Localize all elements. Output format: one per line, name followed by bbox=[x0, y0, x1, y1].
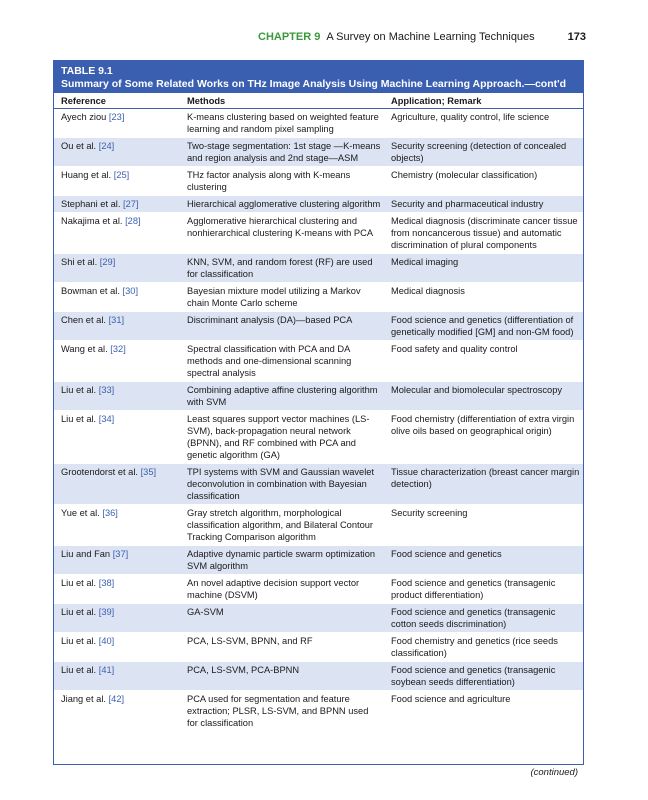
reference-cell bbox=[54, 691, 180, 732]
table-label: TABLE 9.1 bbox=[61, 65, 113, 77]
citation-link[interactable]: [30] bbox=[122, 286, 139, 296]
reference-author: Liu et al. bbox=[61, 607, 97, 617]
reference-author: Yue et al. bbox=[61, 508, 100, 518]
reference-author: Ou et al. bbox=[61, 141, 97, 151]
reference-cell bbox=[54, 138, 180, 167]
methods-cell: Bayesian mixture model utilizing a Markov chain Monte Carlo scheme bbox=[180, 283, 384, 312]
methods-cell: Agglomerative hierarchical clustering and nonhierarchical clustering K-means with PCA bbox=[180, 213, 384, 254]
table-row bbox=[54, 382, 583, 411]
citation-link[interactable]: [28] bbox=[125, 216, 141, 226]
reference-author: Jiang et al. bbox=[61, 694, 106, 704]
application-cell: Security screening (detection of concealed objects) bbox=[384, 138, 583, 167]
application-cell: Food science and genetics (transagenic product differentiation) bbox=[384, 575, 583, 604]
citation-link[interactable]: [36] bbox=[102, 508, 118, 518]
application-cell: Food science and genetics (differentiation of genetically modified [GM] and non-GM food) bbox=[384, 312, 583, 341]
reference-cell bbox=[54, 505, 180, 546]
methods-cell: Least squares support vector machines (LS-SVM), back-propagation neural network (BPNN), and RF combined with PCA and genetic algorithm (GA) bbox=[180, 411, 384, 464]
application-cell: Molecular and biomolecular spectroscopy bbox=[384, 382, 583, 411]
reference-author: Wang et al. bbox=[61, 344, 108, 354]
reference-cell bbox=[54, 662, 180, 691]
citation-link[interactable]: [37] bbox=[112, 549, 129, 559]
methods-cell: Discriminant analysis (DA)—based PCA bbox=[180, 312, 384, 341]
reference-cell bbox=[54, 283, 180, 312]
reference-cell bbox=[54, 196, 180, 213]
application-cell: Medical diagnosis (discriminate cancer tissue from noncancerous tissue) and automatic discrimination of plural components bbox=[384, 213, 583, 254]
reference-author: Liu et al. bbox=[61, 665, 97, 675]
table-row bbox=[54, 283, 583, 312]
application-cell: Agriculture, quality control, life science bbox=[384, 109, 583, 138]
citation-link[interactable]: [29] bbox=[99, 257, 116, 267]
table-row bbox=[54, 662, 583, 691]
methods-cell: Two-stage segmentation: 1st stage —K-means and region analysis and 2nd stage—ASM bbox=[180, 138, 384, 167]
methods-cell: PCA used for segmentation and feature extraction; PLSR, LS-SVM, and BPNN used for classification bbox=[180, 691, 384, 732]
citation-link[interactable]: [32] bbox=[110, 344, 126, 354]
table-caption bbox=[54, 61, 583, 93]
reference-author: Liu et al. bbox=[61, 385, 97, 395]
application-cell: Food science and agriculture bbox=[384, 691, 583, 732]
reference-author: Bowman et al. bbox=[61, 286, 120, 296]
reference-author: Grootendorst et al. bbox=[61, 467, 138, 477]
citation-link[interactable]: [38] bbox=[98, 578, 115, 588]
reference-cell bbox=[54, 167, 180, 196]
methods-cell: Gray stretch algorithm, morphological classification algorithm, and Bilateral Contour Tracking Comparison algorithm bbox=[180, 505, 384, 546]
table-row bbox=[54, 138, 583, 167]
application-cell: Medical imaging bbox=[384, 254, 583, 283]
reference-cell bbox=[54, 464, 180, 505]
reference-cell bbox=[54, 633, 180, 662]
chapter-label: CHAPTER 9 bbox=[258, 31, 321, 43]
citation-link[interactable]: [23] bbox=[108, 112, 125, 122]
table-row bbox=[54, 196, 583, 213]
citation-link[interactable]: [41] bbox=[98, 665, 115, 675]
citation-link[interactable]: [31] bbox=[108, 315, 125, 325]
table-body bbox=[54, 109, 583, 732]
table-row bbox=[54, 575, 583, 604]
table-row bbox=[54, 213, 583, 254]
methods-cell: K-means clustering based on weighted feature learning and random pixel sampling bbox=[180, 109, 384, 138]
table-row bbox=[54, 546, 583, 575]
citation-link[interactable]: [35] bbox=[140, 467, 157, 477]
summary-table bbox=[53, 60, 584, 765]
methods-cell: PCA, LS-SVM, BPNN, and RF bbox=[180, 633, 384, 662]
application-cell: Food safety and quality control bbox=[384, 341, 583, 382]
application-cell: Tissue characterization (breast cancer margin detection) bbox=[384, 464, 583, 505]
reference-author: Liu et al. bbox=[61, 578, 97, 588]
application-cell: Chemistry (molecular classification) bbox=[384, 167, 583, 196]
reference-cell bbox=[54, 312, 180, 341]
application-cell: Medical diagnosis bbox=[384, 283, 583, 312]
methods-cell: Combining adaptive affine clustering algorithm with SVM bbox=[180, 382, 384, 411]
reference-author: Chen et al. bbox=[61, 315, 106, 325]
application-cell: Food science and genetics (transagenic cotton seeds discrimination) bbox=[384, 604, 583, 633]
reference-author: Stephani et al. bbox=[61, 199, 121, 209]
application-cell: Food chemistry (differentiation of extra virgin olive oils based on geographical origin) bbox=[384, 411, 583, 464]
citation-link[interactable]: [39] bbox=[98, 607, 115, 617]
chapter-title: A Survey on Machine Learning Techniques bbox=[326, 31, 535, 43]
reference-cell bbox=[54, 341, 180, 382]
reference-author: Liu and Fan bbox=[61, 549, 111, 559]
citation-link[interactable]: [33] bbox=[98, 385, 115, 395]
table-row bbox=[54, 312, 583, 341]
methods-cell: Adaptive dynamic particle swarm optimization SVM algorithm bbox=[180, 546, 384, 575]
methods-cell: TPI systems with SVM and Gaussian wavelet deconvolution in combination with Bayesian classification bbox=[180, 464, 384, 505]
reference-cell bbox=[54, 604, 180, 633]
table-row bbox=[54, 109, 583, 138]
table-row bbox=[54, 411, 583, 464]
column-header-methods: Methods bbox=[180, 93, 384, 109]
citation-link[interactable]: [27] bbox=[123, 199, 139, 209]
methods-cell: PCA, LS-SVM, PCA-BPNN bbox=[180, 662, 384, 691]
reference-cell bbox=[54, 254, 180, 283]
reference-cell bbox=[54, 546, 180, 575]
continued-note: (continued) bbox=[530, 767, 578, 778]
reference-cell bbox=[54, 411, 180, 464]
reference-cell bbox=[54, 382, 180, 411]
reference-author: Ayech ziou bbox=[61, 112, 107, 122]
methods-cell: Spectral classification with PCA and DA methods and one-dimensional scanning spectral analysis bbox=[180, 341, 384, 382]
table-row bbox=[54, 604, 583, 633]
running-header bbox=[258, 31, 588, 43]
citation-link[interactable]: [25] bbox=[113, 170, 130, 180]
page-number: 173 bbox=[567, 31, 586, 43]
application-cell: Food chemistry and genetics (rice seeds classification) bbox=[384, 633, 583, 662]
application-cell: Security screening bbox=[384, 505, 583, 546]
table-row bbox=[54, 505, 583, 546]
reference-author: Liu et al. bbox=[61, 414, 97, 424]
application-cell: Food science and genetics bbox=[384, 546, 583, 575]
methods-cell: Hierarchical agglomerative clustering algorithm bbox=[180, 196, 384, 213]
reference-cell bbox=[54, 213, 180, 254]
table-row bbox=[54, 464, 583, 505]
reference-cell bbox=[54, 109, 180, 138]
table-row bbox=[54, 254, 583, 283]
citation-link[interactable]: [24] bbox=[98, 141, 115, 151]
reference-author: Shi et al. bbox=[61, 257, 98, 267]
reference-author: Huang et al. bbox=[61, 170, 112, 180]
table-row bbox=[54, 341, 583, 382]
header-row bbox=[54, 93, 583, 109]
table-row bbox=[54, 167, 583, 196]
methods-cell: KNN, SVM, and random forest (RF) are used for classification bbox=[180, 254, 384, 283]
methods-cell: An novel adaptive decision support vector machine (DSVM) bbox=[180, 575, 384, 604]
data-table bbox=[54, 93, 583, 731]
citation-link[interactable]: [34] bbox=[98, 414, 115, 424]
table-row bbox=[54, 691, 583, 732]
reference-author: Nakajima et al. bbox=[61, 216, 123, 226]
application-cell: Security and pharmaceutical industry bbox=[384, 196, 583, 213]
methods-cell: THz factor analysis along with K-means clustering bbox=[180, 167, 384, 196]
methods-cell: GA-SVM bbox=[180, 604, 384, 633]
table-row bbox=[54, 633, 583, 662]
column-header-reference: Reference bbox=[54, 93, 180, 109]
application-cell: Food science and genetics (transagenic soybean seeds differentiation) bbox=[384, 662, 583, 691]
citation-link[interactable]: [42] bbox=[108, 694, 125, 704]
table-title: Summary of Some Related Works on THz Image Analysis Using Machine Learning Approach.—cont'd bbox=[61, 78, 567, 90]
reference-author: Liu et al. bbox=[61, 636, 97, 646]
citation-link[interactable]: [40] bbox=[98, 636, 115, 646]
reference-cell bbox=[54, 575, 180, 604]
column-header-application: Application; Remark bbox=[384, 93, 583, 109]
